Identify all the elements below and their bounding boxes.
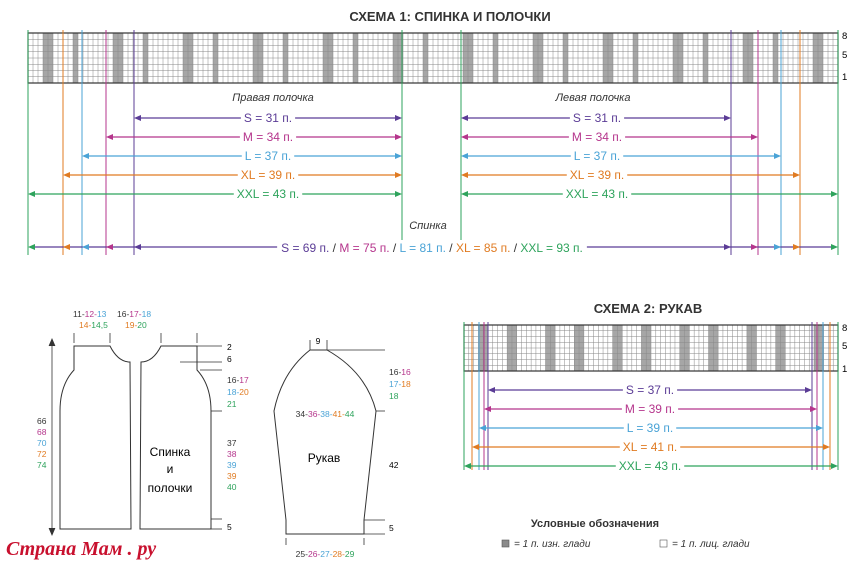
dim-part: 20: [137, 320, 147, 330]
right-front-arrow-l-head-r: [395, 153, 402, 159]
dim-part: 38-: [320, 409, 333, 419]
left-front-s-count: S = 31 п.: [572, 111, 622, 125]
dim-part: 34-: [295, 409, 308, 419]
body-shoulder-width: [73, 309, 107, 319]
left-front-arrow-l-head-r: [774, 153, 781, 159]
sleeve-width: [296, 409, 355, 419]
back-label: Спинка: [409, 220, 447, 232]
left-front-arrow-s-head-r: [724, 115, 731, 121]
sleeve-cuff-height: 5: [389, 523, 394, 533]
dim-part: 16-: [227, 375, 240, 385]
dim-part: 20: [239, 387, 249, 397]
body-pattern: [60, 346, 211, 529]
left-front-label: Левая полочка: [555, 92, 631, 104]
back-stitch-counts: [281, 241, 583, 255]
back-arrow-head-s: [134, 244, 141, 250]
right-front-label: Правая полочка: [232, 92, 314, 104]
dim-part: 40: [227, 482, 237, 492]
knit-swatch-icon: [660, 540, 667, 547]
right-front-arrow-l-head-l: [82, 153, 89, 159]
dim-part: 19-: [125, 320, 138, 330]
body-dim-5: 5: [227, 522, 232, 532]
left-front-arrow-xxl-head-r: [831, 191, 838, 197]
back-count-xl: XL = 85 п.: [455, 241, 511, 255]
back-count-l: L = 81 п.: [399, 241, 446, 255]
dim-part: 12-: [84, 309, 97, 319]
dim-part: 26-: [307, 549, 321, 559]
left-front-arrow-l-head-l: [461, 153, 468, 159]
sleeve-arrow-xl-head-l: [472, 444, 479, 450]
body-length: [37, 416, 47, 470]
scheme1-row-1: 1: [842, 72, 848, 83]
legend-purl: = 1 п. изн. глади: [514, 539, 591, 550]
scheme2-row-5: 5: [842, 341, 848, 352]
dim-part: 17-: [389, 379, 402, 389]
scheme2-arrows: [464, 382, 838, 474]
dim-part: 16-: [117, 309, 130, 319]
dim-part: 74: [37, 460, 47, 470]
dim-part: 25-: [295, 549, 308, 559]
right-front-xxl-count: XXL = 43 п.: [236, 187, 300, 201]
body-label-3: полочки: [147, 481, 193, 495]
scheme1-row-8: 8: [842, 31, 848, 42]
sleeve-l-count: L = 39 п.: [626, 421, 674, 435]
back-arrow-head-xl: [793, 244, 800, 250]
dim-part: 18-: [227, 387, 240, 397]
left-front-arrow-xl-head-r: [793, 172, 800, 178]
sleeve-arrow-m-head-r: [810, 406, 817, 412]
dim-part: 36-: [307, 409, 321, 419]
back-arrow-head-m: [106, 244, 113, 250]
left-front-arrow-m-head-l: [461, 134, 468, 140]
dim-part: 28-: [332, 549, 345, 559]
body-neck-width: [117, 309, 151, 319]
dim-part: 16-: [389, 367, 402, 377]
scheme1-title: СХЕМА 1: СПИНКА И ПОЛОЧКИ: [349, 9, 551, 24]
site-logo: Страна Мам . ру: [6, 538, 157, 560]
dim-part: 39: [227, 460, 237, 470]
right-front-l-count: L = 37 п.: [244, 149, 292, 163]
right-front-arrow-s-head-l: [134, 115, 141, 121]
dim-part: 17-: [129, 309, 142, 319]
back-count-sep: /: [389, 241, 400, 255]
body-armhole: [227, 375, 249, 385]
right-front-arrow-m-head-r: [395, 134, 402, 140]
dim-part: 17: [239, 375, 249, 385]
right-front-arrow-s-head-r: [395, 115, 402, 121]
scheme2-row-8: 8: [842, 323, 848, 334]
body-dim-6: 6: [227, 354, 232, 364]
dim-part: 11-: [73, 309, 85, 319]
sleeve-dimension-lines: [286, 340, 385, 545]
body-side-length: [227, 438, 237, 492]
sleeve-arrow-l-head-r: [816, 425, 823, 431]
purl-swatch-icon: [502, 540, 509, 547]
left-front-arrow-s-head-l: [461, 115, 468, 121]
right-front-m-count: M = 34 п.: [242, 130, 294, 144]
dim-part: 18: [401, 379, 411, 389]
dim-part: 14,5: [91, 320, 108, 330]
dim-part: 18: [141, 309, 152, 319]
sleeve-arrow-xl-head-r: [823, 444, 830, 450]
left-front-arrow-m-head-r: [751, 134, 758, 140]
scheme1-front-arrows: [28, 110, 838, 202]
sleeve-arrow-l-head-l: [479, 425, 486, 431]
dim-part: 38: [227, 449, 237, 459]
back-arrow-head-xxl: [28, 244, 35, 250]
back-count-xxl: XXL = 93 п.: [520, 241, 583, 255]
sleeve-m-count: M = 39 п.: [624, 402, 676, 416]
back-arrow-head-m: [751, 244, 758, 250]
dim-part: 39: [227, 471, 237, 481]
sleeve-s-count: S = 37 п.: [625, 383, 675, 397]
sleeve-arrow-s-head-r: [805, 387, 812, 393]
sleeve-length: 42: [389, 460, 399, 470]
body-label-1: Спинка: [149, 445, 191, 459]
body-neck-width-2: [125, 320, 147, 330]
right-front-arrow-xl-head-l: [63, 172, 70, 178]
dim-part: 37: [227, 438, 237, 448]
back-arrow-head-xl: [63, 244, 70, 250]
body-dim-2: 2: [227, 342, 232, 352]
left-front-m-count: M = 34 п.: [571, 130, 623, 144]
sleeve-cap-3: [389, 391, 399, 401]
back-arrow-head-l: [774, 244, 781, 250]
back-arrow-head-xxl: [831, 244, 838, 250]
back-arrow-head-l: [82, 244, 89, 250]
dim-part: 27-: [320, 549, 333, 559]
sleeve-label: Рукав: [307, 451, 341, 465]
dim-part: 16: [401, 367, 411, 377]
body-armhole-3: [227, 399, 237, 409]
right-front-xl-count: XL = 39 п.: [240, 168, 296, 182]
sleeve-cap-2: [389, 379, 411, 389]
legend-knit: = 1 п. лиц. глади: [672, 539, 750, 550]
dim-part: 21: [227, 399, 237, 409]
right-front-arrow-xl-head-r: [395, 172, 402, 178]
scheme2-title: СХЕМА 2: РУКАВ: [593, 301, 703, 316]
scheme1-row-5: 5: [842, 50, 848, 61]
left-front-arrow-xxl-head-l: [461, 191, 468, 197]
legend-title: Условные обозначения: [530, 518, 660, 530]
dim-part: 18: [389, 391, 399, 401]
left-front-xl-count: XL = 39 п.: [569, 168, 625, 182]
dim-part: 66: [37, 416, 47, 426]
sleeve-arrow-xxl-head-r: [831, 463, 838, 469]
sleeve-cap: [389, 367, 411, 377]
left-front-xxl-count: XXL = 43 п.: [565, 187, 629, 201]
sleeve-xxl-count: XXL = 43 п.: [618, 459, 682, 473]
back-count-s: S = 69 п.: [281, 241, 330, 255]
sleeve-xl-count: XL = 41 п.: [622, 440, 678, 454]
left-front-l-count: L = 37 п.: [573, 149, 621, 163]
dim-part: 68: [37, 427, 47, 437]
body-armhole-2: [227, 387, 249, 397]
sleeve-arrow-s-head-l: [488, 387, 495, 393]
scheme1-grid: [28, 33, 838, 83]
left-front-arrow-xl-head-l: [461, 172, 468, 178]
dim-part: 14-: [79, 320, 92, 330]
body-label-2: и: [166, 462, 174, 476]
scheme2-grid: [464, 325, 838, 371]
right-front-s-count: S = 31 п.: [243, 111, 293, 125]
sleeve-cuff-width: [296, 549, 355, 559]
back-count-sep: /: [329, 241, 340, 255]
dim-part: 41-: [332, 409, 345, 419]
dim-part: 13: [96, 309, 107, 319]
sleeve-arrow-xxl-head-l: [464, 463, 471, 469]
sleeve-top-width: 9: [315, 336, 321, 346]
scheme2-row-1: 1: [842, 364, 848, 375]
dim-part: 44: [344, 409, 355, 419]
back-count-m: M = 75 п.: [339, 241, 390, 255]
back-arrow-head-s: [724, 244, 731, 250]
dim-part: 70: [37, 438, 47, 448]
body-dimension-lines: [49, 333, 222, 535]
right-front-arrow-m-head-l: [106, 134, 113, 140]
back-count-sep: /: [510, 241, 521, 255]
back-count-sep: /: [445, 241, 456, 255]
sleeve-pattern: [274, 350, 376, 534]
right-front-arrow-xxl-head-l: [28, 191, 35, 197]
dim-part: 29: [344, 549, 355, 559]
body-shoulder-width-2: [79, 320, 108, 330]
dim-part: 72: [37, 449, 47, 459]
right-front-arrow-xxl-head-r: [395, 191, 402, 197]
